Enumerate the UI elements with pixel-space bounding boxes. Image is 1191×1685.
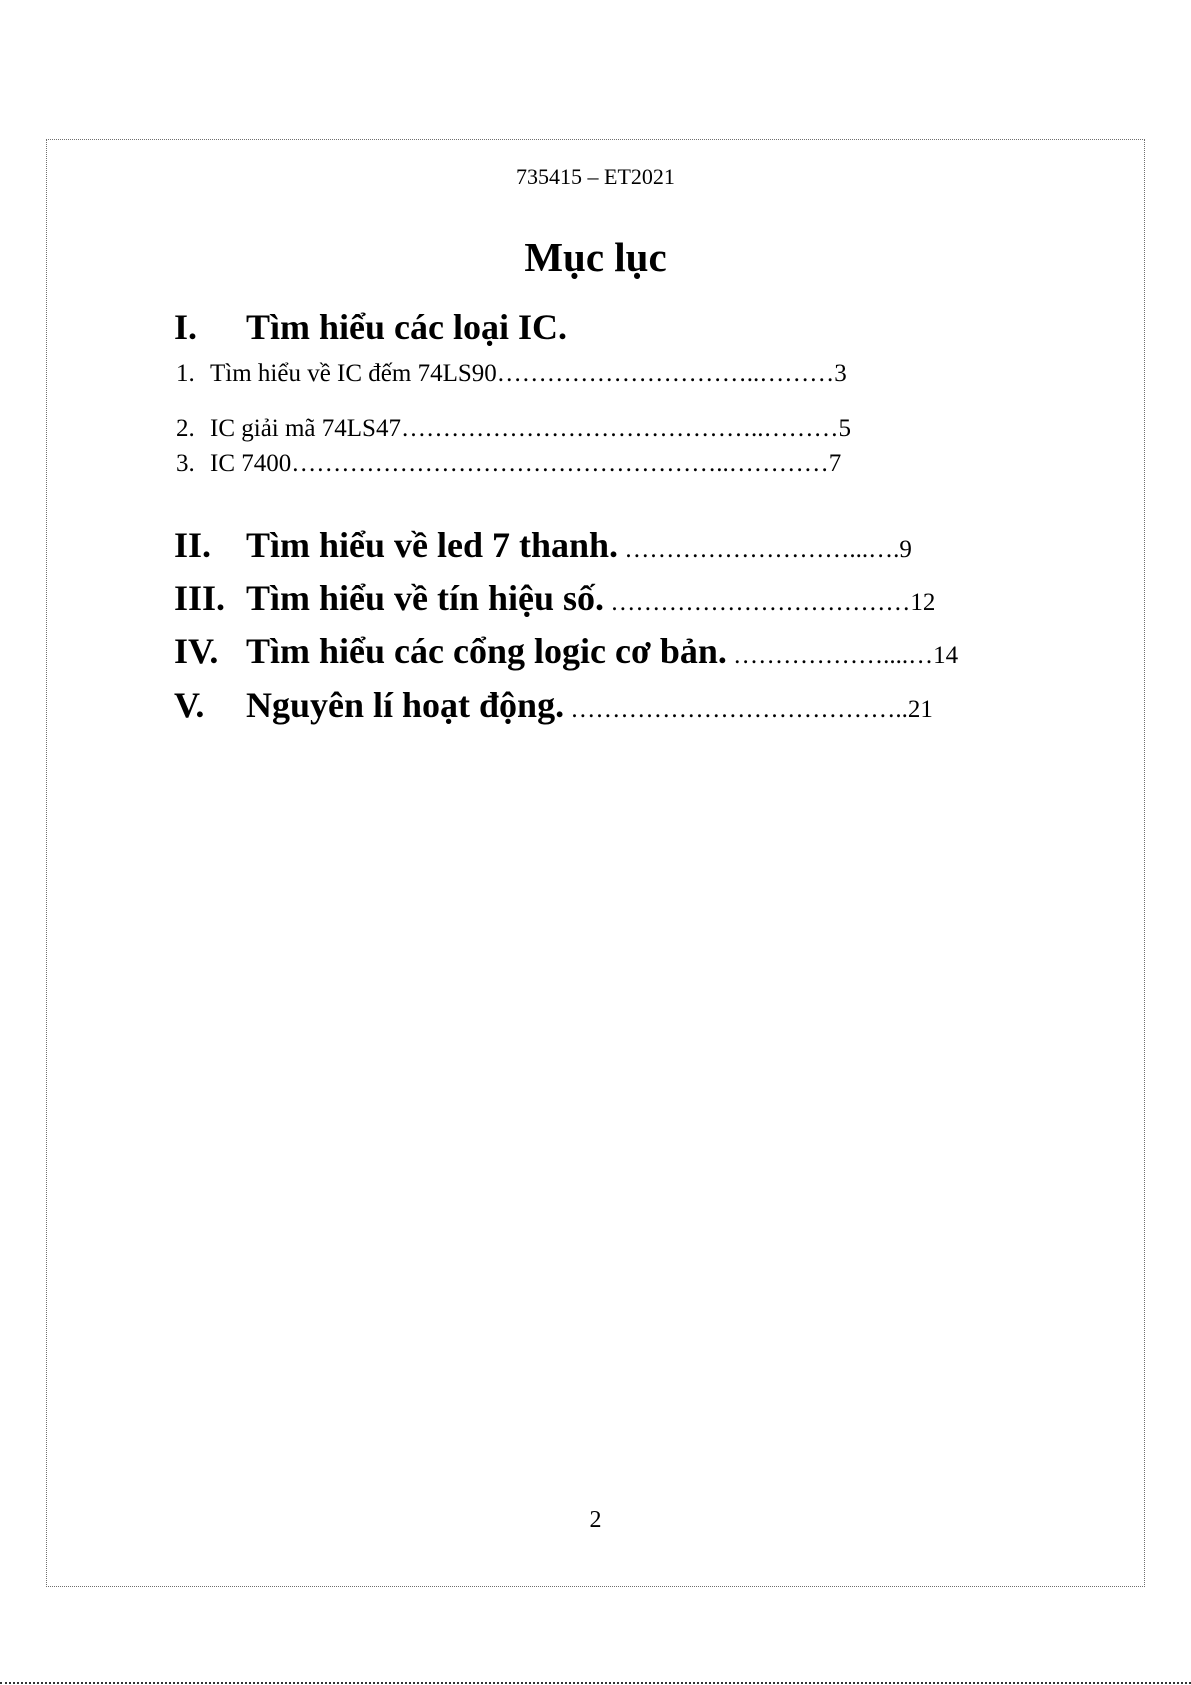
toc-subsection-number: 1. — [176, 360, 195, 387]
toc-section-number: II. — [174, 525, 212, 565]
toc-subsection-text: IC 7400……………………………………………..…………7 — [210, 450, 842, 477]
bottom-rule — [0, 1682, 1191, 1684]
toc-subsection-text: IC giải mã 74LS47……………………………………..………5 — [210, 415, 851, 442]
toc-section-number: IV. — [174, 631, 219, 671]
page-number: 2 — [589, 1507, 602, 1533]
toc-section-title-text: Tìm hiểu về tín hiệu số. — [246, 578, 605, 618]
toc-leader: ………………………...….9 — [618, 536, 912, 563]
toc-subsection-text: Tìm hiểu về IC đếm 74LS90…………………………..………3 — [210, 360, 847, 387]
toc-section-title-text: Tìm hiểu về led 7 thanh. — [246, 525, 619, 565]
document-header: 735415 – ET2021 — [516, 164, 675, 189]
toc-section-title — [246, 630, 958, 672]
toc-section-title — [246, 577, 935, 619]
toc-title: Mục lục — [524, 234, 667, 280]
toc-section-title — [246, 524, 912, 566]
toc-leader: …………………………………..21 — [564, 696, 933, 723]
toc-section-title — [246, 684, 933, 726]
toc-leader: ………………....…14 — [726, 642, 959, 669]
page-border — [46, 139, 1145, 1587]
toc-section-number: III. — [174, 578, 226, 618]
toc-section-number: V. — [174, 685, 205, 725]
toc-leader: ………………………………12 — [604, 589, 936, 616]
toc-section-title-text: Tìm hiểu các cổng logic cơ bản. — [246, 631, 727, 671]
toc-subsection-number: 2. — [176, 415, 195, 442]
toc-section-number: I. — [174, 307, 198, 347]
toc-section-title-text: Nguyên lí hoạt động. — [246, 685, 565, 725]
toc-section-title: Tìm hiểu các loại IC. — [246, 307, 567, 347]
toc-subsection-number: 3. — [176, 450, 195, 477]
